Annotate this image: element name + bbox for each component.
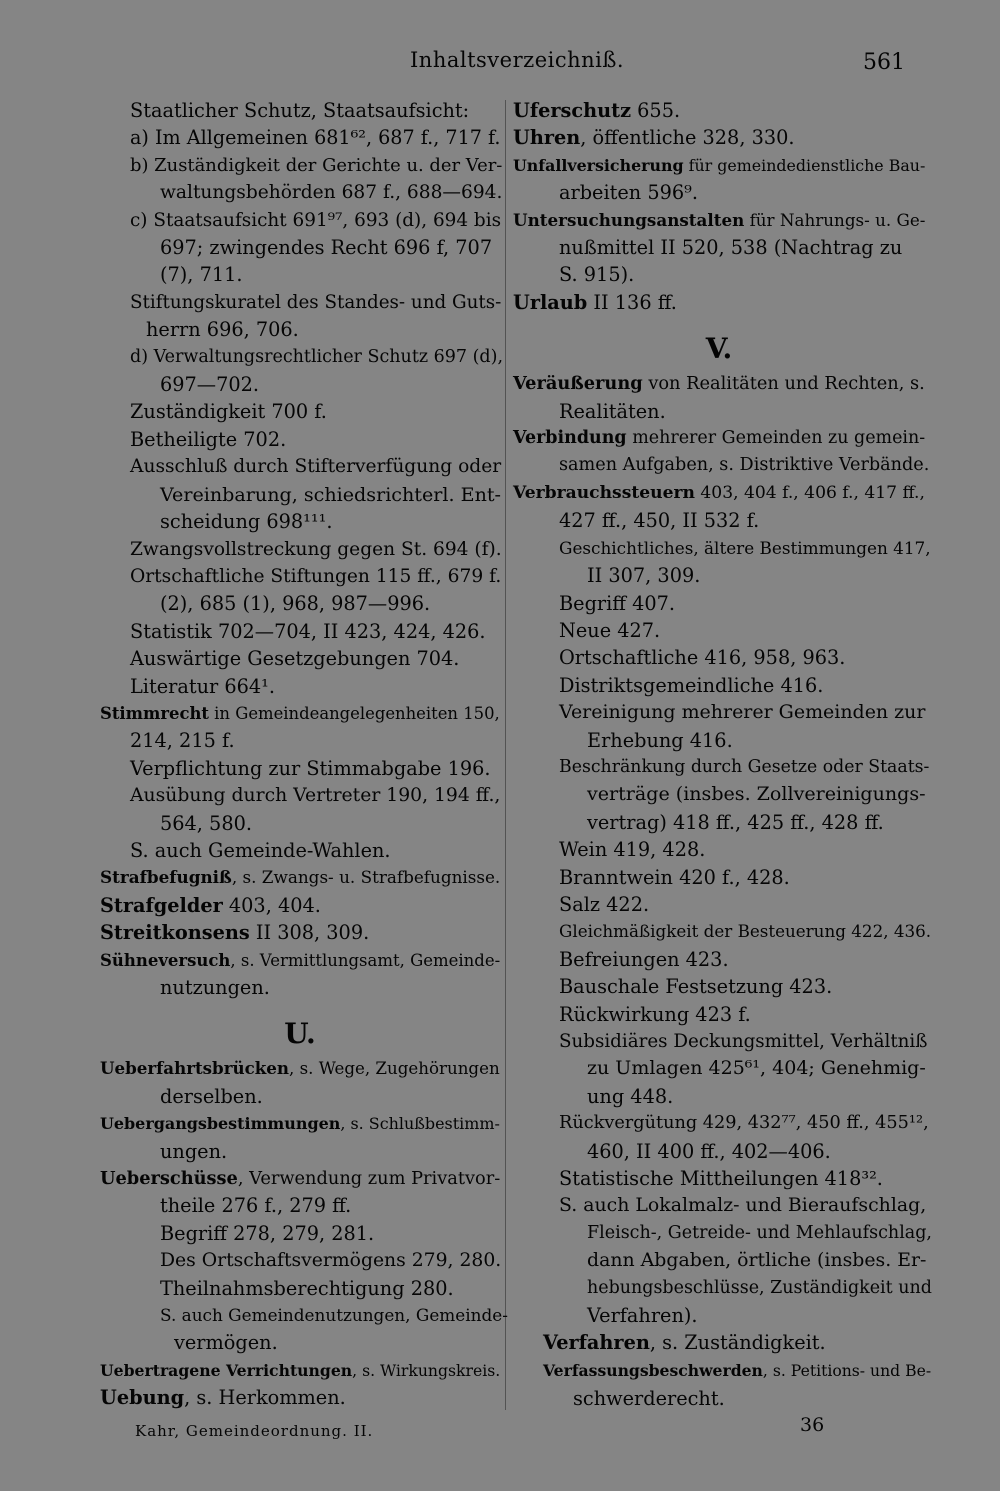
index-entry [100, 1357, 500, 1384]
index-text: Theilnahmsberechtigung 280. [160, 1276, 454, 1300]
index-text: Ausschluß durch Stifterverfügung oder [130, 456, 502, 478]
index-line [100, 398, 500, 425]
index-headword: Uferschutz [513, 99, 632, 122]
index-line [513, 1275, 932, 1302]
index-headword: Uebergangsbestimmungen [100, 1114, 341, 1134]
left-column [100, 97, 508, 1412]
index-headword: Sühneversuch [100, 950, 231, 970]
index-headword: Veräußerung [513, 373, 643, 395]
index-line [513, 535, 931, 562]
index-line [513, 562, 925, 589]
index-text: Salz 422. [559, 892, 650, 916]
index-text: Wein 419, 428. [559, 838, 706, 862]
index-text: arbeiten 596⁹. [559, 181, 698, 205]
index-text: II 308, 309. [249, 921, 370, 945]
right-column [513, 97, 932, 1413]
index-text: Statistik 702—704, II 423, 424, 426. [130, 619, 486, 643]
index-line [100, 124, 500, 151]
index-entry [513, 480, 925, 507]
index-text: II 136 ff. [587, 290, 677, 314]
index-line [513, 1192, 925, 1219]
index-line [100, 782, 500, 809]
index-text: S. auch Gemeindenutzungen, Gemeinde- [160, 1305, 508, 1326]
index-entry [100, 892, 500, 919]
index-text: 403, 404 f., 406 f., 417 ff., [694, 482, 925, 503]
index-headword: Uhren [513, 126, 581, 150]
index-text: Rückwirkung 423 f. [559, 1002, 751, 1026]
index-text: 697—702. [160, 373, 260, 397]
index-line [513, 1165, 925, 1192]
index-line [100, 645, 500, 672]
index-entry [513, 1357, 932, 1385]
index-text: Befreiungen 423. [559, 947, 729, 971]
index-headword: Ueberschüsse [100, 1168, 238, 1190]
index-text: Rückvergütung 429, 432⁷⁷, 450 ff., 455¹², [559, 1113, 929, 1134]
index-text: Begriff 407. [559, 591, 676, 615]
index-line [100, 481, 500, 508]
footer-sheet-number: 36 [800, 1414, 825, 1436]
index-line [513, 1083, 925, 1110]
index-entry [100, 1110, 500, 1137]
index-text: waltungsbehörden 687 f., 688—694. [160, 182, 503, 204]
index-text: vermögen. [174, 1331, 278, 1355]
index-entry [100, 1055, 500, 1082]
index-line [100, 453, 500, 480]
index-text: S. 915). [559, 263, 635, 287]
index-text: scheidung 698¹¹¹. [160, 510, 333, 534]
index-line [100, 508, 500, 535]
index-line [100, 1138, 500, 1165]
index-headword: Unfallversicherung [513, 155, 684, 175]
index-line [100, 563, 500, 590]
index-text: c) Staatsaufsicht 691⁹⁷, 693 (d), 694 bis [130, 209, 502, 231]
index-entry [513, 289, 925, 316]
index-text: Verpflichtung zur Stimmabgabe 196. [130, 756, 491, 780]
index-text: , s. Vermittlungsamt, Gemeinde- [230, 950, 501, 970]
index-text: Des Ortschaftsvermögens 279, 280. [160, 1250, 502, 1272]
index-text: a) Im Allgemeinen 681⁶², 687 f., 717 f. [130, 126, 501, 150]
index-text: Statistische Mittheilungen 418³². [559, 1167, 883, 1191]
index-line [513, 1001, 925, 1028]
index-headword: Streitkonsens [100, 921, 250, 945]
index-line [513, 864, 925, 891]
index-entry [100, 947, 500, 974]
index-line [100, 1083, 500, 1110]
index-line [100, 371, 500, 398]
index-text: , s. Schlußbestimm- [340, 1114, 500, 1134]
index-entry [513, 97, 925, 124]
index-text: nußmittel II 520, 538 (Nachtrag zu [559, 236, 903, 260]
index-text: Ortschaftliche Stiftungen 115 ff., 679 f. [130, 565, 502, 587]
index-line [100, 974, 500, 1001]
index-line [513, 261, 925, 288]
index-headword: Uebung [100, 1386, 185, 1410]
index-line [513, 179, 925, 206]
index-text: Vereinigung mehrerer Gemeinden zur [559, 701, 926, 724]
index-entry [513, 425, 925, 452]
index-text: d) Verwaltungsrechtlicher Schutz 697 (d), [130, 346, 504, 367]
index-line [513, 1302, 925, 1329]
section-letter-heading: V. [705, 332, 733, 366]
index-text: 403, 404. [222, 893, 321, 917]
index-headword: Verfassungsbeschwerden [543, 1360, 763, 1380]
index-text: , s. Zwangs- u. Strafbefugnisse. [231, 867, 501, 888]
index-text: 697; zwingendes Recht 696 f, 707 [160, 236, 493, 260]
index-line [513, 234, 925, 261]
index-text: Betheiligte 702. [130, 427, 287, 451]
index-entry [513, 152, 925, 179]
index-text: in Gemeindeangelegenheiten 150, [208, 703, 500, 723]
index-text: 214, 215 f. [130, 729, 235, 753]
index-line [100, 727, 500, 754]
index-text: mehrerer Gemeinden zu gemein- [626, 428, 926, 449]
index-text: Verfahren). [587, 1304, 698, 1328]
index-entry [100, 1165, 500, 1192]
index-line [100, 426, 500, 453]
index-headword: Strafbefugniß [100, 867, 232, 888]
index-text: , s. Herkommen. [184, 1386, 346, 1410]
index-text: Staatlicher Schutz, Staatsaufsicht: [130, 99, 470, 122]
index-text: von Realitäten und Rechten, s. [642, 373, 925, 395]
index-headword: Verbrauchssteuern [513, 482, 695, 503]
index-text: Literatur 664¹. [130, 674, 276, 698]
index-entry [100, 864, 500, 891]
index-line [513, 1220, 932, 1247]
index-headword: Urlaub [513, 290, 588, 314]
column-divider [505, 100, 506, 1410]
index-text: Erhebung 416. [587, 728, 733, 752]
index-text: , öffentliche 328, 330. [580, 126, 795, 150]
index-line [100, 1329, 500, 1356]
section-letter-heading: U. [284, 1017, 316, 1051]
index-text: Auswärtige Gesetzgebungen 704. [130, 647, 460, 671]
index-text: b) Zuständigkeit der Gerichte u. der Ver- [130, 154, 503, 176]
index-text: ung 448. [587, 1084, 674, 1108]
index-text: schwerderecht. [573, 1387, 725, 1411]
index-text: samen Aufgaben, s. Distriktive Verbände. [559, 455, 930, 476]
index-line [100, 234, 500, 261]
index-line [100, 152, 503, 179]
index-text: Realitäten. [559, 399, 666, 423]
index-headword: Untersuchungsanstalten [513, 209, 745, 230]
index-line [100, 289, 500, 316]
index-text: hebungsbeschlüsse, Zuständigkeit und [587, 1277, 932, 1298]
index-line [100, 1192, 500, 1219]
index-line [513, 644, 925, 671]
index-text: Bauschale Festsetzung 423. [559, 975, 833, 999]
index-text: Ausübung durch Vertreter 190, 194 ff., [130, 785, 501, 807]
index-line [513, 727, 925, 754]
index-line [100, 1247, 500, 1274]
index-headword: Ueberfahrtsbrücken [100, 1058, 289, 1079]
index-text: , s. Wege, Zugehörungen [288, 1059, 500, 1079]
index-line [513, 946, 925, 973]
index-text: 427 ff., 450, II 532 f. [559, 509, 760, 533]
index-text: 655. [631, 99, 681, 122]
index-entry [100, 700, 500, 727]
index-line [100, 755, 500, 782]
index-line [513, 836, 925, 863]
index-line [100, 673, 500, 700]
page-header [0, 40, 1000, 80]
index-line [100, 261, 500, 288]
index-line [513, 590, 925, 617]
index-text: II 307, 309. [587, 564, 701, 588]
index-line [513, 809, 925, 836]
index-text: 564, 580. [160, 811, 252, 835]
index-line [100, 590, 500, 617]
index-line [100, 97, 500, 124]
index-line [100, 837, 500, 864]
index-headword: Uebertragene Verrichtungen [100, 1360, 353, 1380]
index-entry [513, 1329, 925, 1356]
index-entry [513, 370, 925, 397]
index-line [513, 617, 925, 644]
index-text: Zwangsvollstreckung gegen St. 694 (f). [130, 538, 502, 560]
index-text: nutzungen. [160, 976, 270, 999]
index-text: Subsidiäres Deckungsmittel, Verhältniß [559, 1031, 928, 1052]
page-number: 561 [863, 50, 905, 75]
index-line [100, 536, 500, 563]
index-line [513, 1110, 929, 1137]
index-line [513, 1385, 925, 1412]
index-line [100, 1302, 508, 1329]
index-text: Begriff 278, 279, 281. [160, 1221, 375, 1245]
index-text: Stiftungskuratel des Standes- und Guts- [130, 291, 502, 313]
index-line [513, 891, 925, 918]
index-text: für gemeindedienstliche Bau- [683, 155, 926, 175]
index-entry [513, 207, 925, 234]
index-line [100, 207, 500, 234]
index-text: Ortschaftliche 416, 958, 963. [559, 646, 846, 670]
index-line [513, 781, 925, 808]
index-text: Zuständigkeit 700 f. [130, 400, 327, 424]
index-headword: Verfahren [543, 1331, 650, 1355]
index-text: S. auch Gemeinde-Wahlen. [130, 838, 391, 862]
index-text: S. auch Lokalmalz- und Bieraufschlag, [559, 1194, 927, 1217]
index-headword: Strafgelder [100, 893, 223, 917]
index-line [513, 973, 925, 1000]
index-line [100, 316, 500, 343]
index-entry [100, 1384, 500, 1411]
index-text: (7), 711. [160, 263, 243, 287]
index-entry [513, 124, 925, 151]
index-line [513, 1028, 928, 1055]
running-title: Inhaltsverzeichniß. [410, 48, 625, 72]
index-line [513, 398, 925, 425]
index-line [100, 344, 504, 371]
index-text: 460, II 400 ff., 402—406. [587, 1139, 831, 1163]
index-text: Neue 427. [559, 618, 661, 642]
index-text: , s. Petitions- und Be- [762, 1361, 932, 1380]
index-line [513, 918, 932, 945]
index-text: , s. Wirkungskreis. [352, 1360, 501, 1380]
index-text: Gleichmäßigkeit der Besteuerung 422, 436. [559, 921, 932, 942]
index-text: Vereinbarung, schiedsrichterl. Ent- [160, 482, 502, 506]
index-line [100, 179, 503, 206]
index-line [100, 1220, 500, 1247]
index-line [513, 1247, 925, 1274]
index-headword: Stimmrecht [100, 703, 209, 723]
index-text: derselben. [160, 1084, 263, 1108]
index-text: dann Abgaben, örtliche (insbes. Er- [587, 1249, 927, 1272]
index-text: zu Umlagen 425⁶¹, 404; Genehmig- [587, 1057, 926, 1080]
index-text: Branntwein 420 f., 428. [559, 865, 790, 889]
index-line [513, 672, 925, 699]
index-entry [100, 919, 500, 946]
index-text: vertrag) 418 ff., 425 ff., 428 ff. [587, 810, 884, 834]
index-line [513, 1055, 925, 1082]
index-text: herrn 696, 706. [146, 318, 299, 342]
index-text: für Nahrungs- u. Ge- [744, 209, 926, 230]
index-line [513, 507, 925, 534]
index-line [513, 754, 930, 781]
footer-signature: Kahr, Gemeindeordnung. II. [135, 1422, 374, 1440]
index-text: Beschränkung durch Gesetze oder Staats- [559, 756, 930, 777]
index-line [100, 1275, 500, 1302]
index-line [100, 618, 500, 645]
index-headword: Verbindung [513, 428, 627, 449]
index-line [513, 699, 925, 726]
index-text: Fleisch-, Getreide- und Mehlaufschlag, [587, 1222, 932, 1243]
index-text: , s. Zuständigkeit. [649, 1331, 826, 1355]
index-text: ungen. [160, 1139, 228, 1163]
index-text: (2), 685 (1), 968, 987—996. [160, 592, 431, 616]
index-text: Distriktsgemeindliche 416. [559, 673, 824, 697]
index-line [100, 810, 500, 837]
index-text: theile 276 f., 279 ff. [160, 1194, 352, 1218]
index-line [513, 1138, 925, 1165]
index-text: Geschichtliches, ältere Bestimmungen 417, [559, 537, 931, 558]
index-text: , Verwendung zum Privatvor- [237, 1168, 501, 1190]
index-text: verträge (insbes. Zollvereinigungs- [587, 783, 926, 806]
index-line [513, 452, 930, 479]
